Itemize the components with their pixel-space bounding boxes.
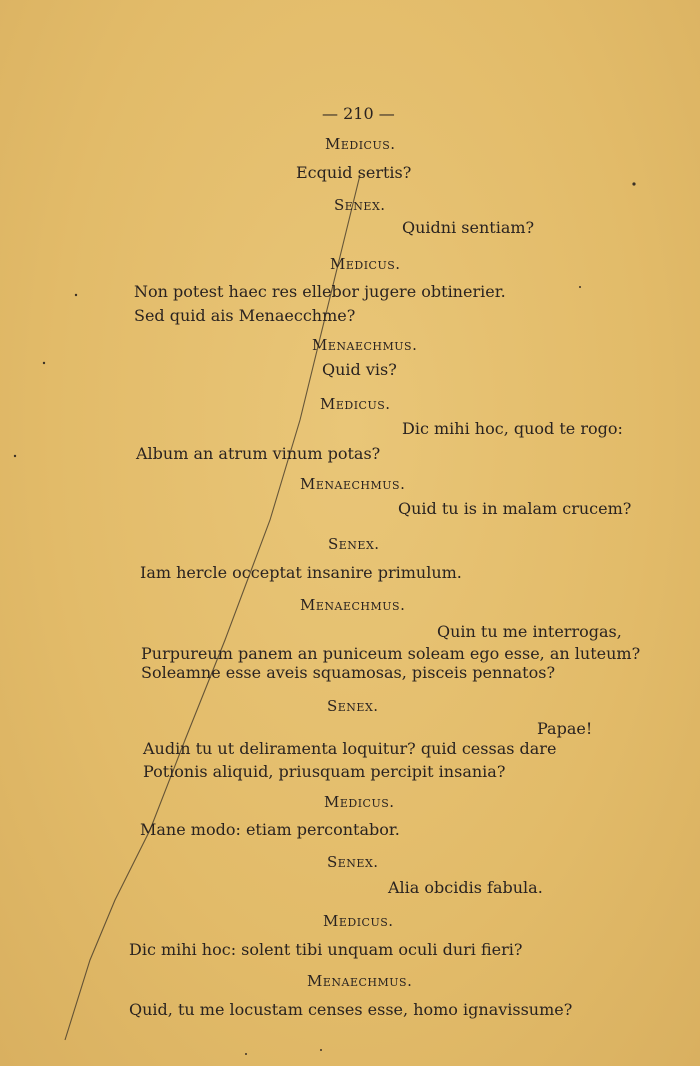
speaker-label: Senex.: [327, 697, 379, 715]
speaker-label: Menaechmus.: [300, 475, 406, 493]
dialogue-line: Non potest haec res ellebor jugere obtinerier.: [134, 282, 506, 301]
speaker-label: Medicus.: [320, 395, 391, 413]
speaker-label: Menaechmus.: [312, 336, 418, 354]
speaker-label: Senex.: [334, 196, 386, 214]
dialogue-line: Alia obcidis fabula.: [388, 878, 543, 897]
page-number: — 210 —: [322, 104, 395, 123]
speaker-label: Senex.: [327, 853, 379, 871]
dialogue-line: Sed quid ais Menaecchme?: [134, 306, 356, 325]
dialogue-line: Quid vis?: [322, 360, 397, 379]
speaker-label: Menaechmus.: [300, 596, 406, 614]
dialogue-line: Quin tu me interrogas,: [437, 622, 622, 641]
speaker-label: Medicus.: [330, 255, 401, 273]
dialogue-line: Album an atrum vinum potas?: [136, 444, 381, 463]
dialogue-line: Quid tu is in malam crucem?: [398, 499, 632, 518]
dialogue-line: Dic mihi hoc, quod te rogo:: [402, 419, 623, 438]
dialogue-line: Soleamne esse aveis squamosas, pisceis pennatos?: [141, 663, 556, 682]
dialogue-line: Mane modo: etiam percontabor.: [140, 820, 400, 839]
dialogue-line: Quidni sentiam?: [402, 218, 535, 237]
dialogue-line: Papae!: [537, 719, 593, 738]
speaker-label: Menaechmus.: [307, 972, 413, 990]
dialogue-line: Audin tu ut deliramenta loquitur? quid cessas dare: [143, 739, 557, 758]
speaker-label: Medicus.: [323, 912, 394, 930]
speaker-label: Senex.: [328, 535, 380, 553]
dialogue-line: Potionis aliquid, priusquam percipit insania?: [143, 762, 506, 781]
dialogue-line: Dic mihi hoc: solent tibi unquam oculi duri fieri?: [129, 940, 523, 959]
dialogue-line: Quid, tu me locustam censes esse, homo ignavissume?: [129, 1000, 573, 1019]
dialogue-line: Iam hercle occeptat insanire primulum.: [140, 563, 462, 582]
dialogue-line: Ecquid sertis?: [296, 163, 412, 182]
speaker-label: Medicus.: [324, 793, 395, 811]
speaker-label: Medicus.: [325, 135, 396, 153]
dialogue-line: Purpureum panem an puniceum soleam ego esse, an luteum?: [141, 644, 641, 663]
